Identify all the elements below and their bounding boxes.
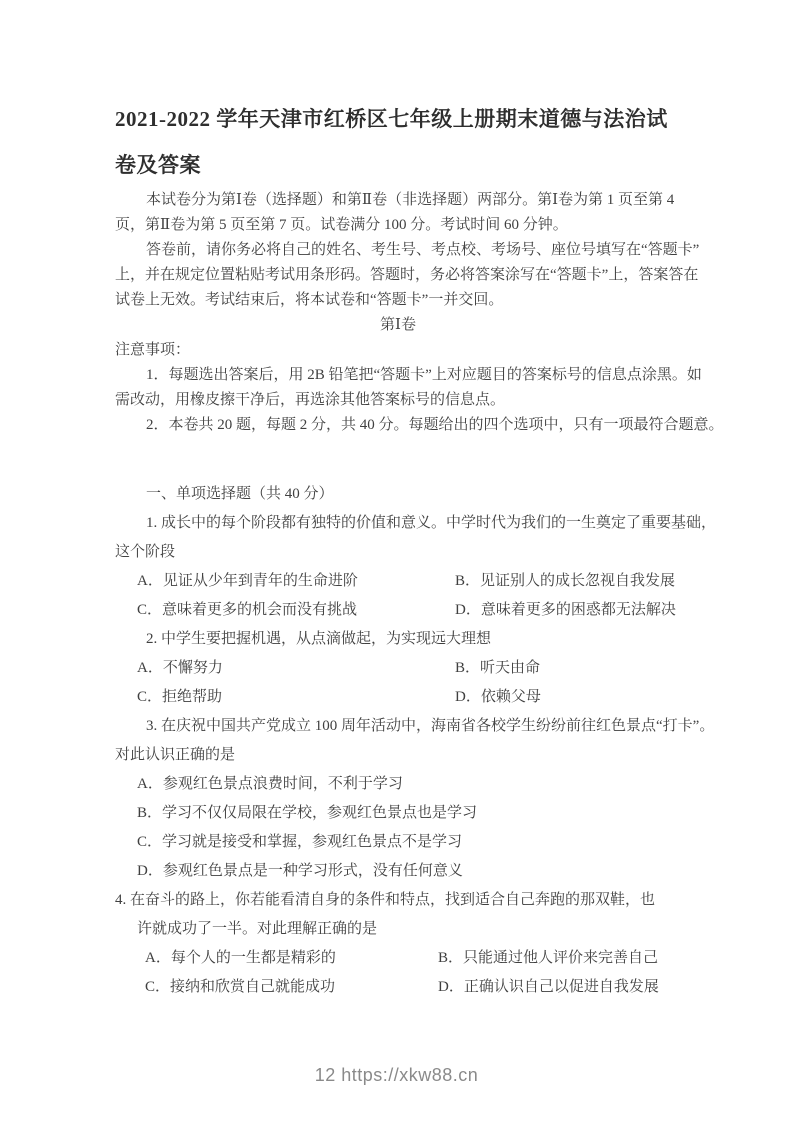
question-1-stem-line-2: 这个阶段 — [115, 544, 176, 560]
question-3-option-a: A．参观红色景点浪费时间，不利于学习 — [137, 776, 403, 792]
question-4 — [115, 886, 681, 1002]
question-2-option-a: A．不懈努力 — [137, 660, 223, 676]
question-4-option-c: C．接纳和欣赏自己就能成功 — [145, 979, 336, 995]
question-4-options-row-cd — [115, 973, 681, 1002]
blank-line-spacer — [115, 438, 681, 480]
notice-item-2: 2．本卷共 20 题，每题 2 分，共 40 分。每题给出的四个选项中，只有一项最符合题意。 — [146, 417, 724, 433]
part1-heading: 第Ⅰ卷 — [380, 317, 416, 333]
question-1-stem-line-1: 1. 成长中的每个阶段都有独特的价值和意义。中学时代为我们的一生奠定了重要基础， — [146, 515, 717, 531]
question-4-options-row-ab — [115, 944, 681, 973]
question-3-option-c: C．学习就是接受和掌握，参观红色景点不是学习 — [137, 834, 463, 850]
page-footer — [0, 1063, 793, 1087]
question-2-options-row-cd — [115, 683, 681, 712]
question-4-option-d: D．正确认识自己以促进自我发展 — [438, 979, 659, 995]
notice-item-1 — [115, 363, 702, 413]
notice-heading: 注意事项： — [115, 342, 191, 358]
question-1-options-row-cd — [115, 596, 681, 625]
document-title-line-1: 2021-2022 学年天津市红桥区七年级上册期末道德与法治试 — [115, 107, 668, 131]
intro-paragraph-2 — [115, 238, 700, 313]
question-2-stem: 2. 中学生要把握机遇，从点滴做起，为实现远大理想 — [146, 631, 492, 647]
question-4-option-a: A．每个人的一生都是精彩的 — [145, 950, 336, 966]
intro-p2-line-1: 答卷前，请你务必将自己的姓名、考生号、考点校、考场号、座位号填写在“答题卡” — [146, 242, 700, 258]
intro-p1-line-1: 本试卷分为第Ⅰ卷（选择题）和第Ⅱ卷（非选择题）两部分。第Ⅰ卷为第 1 页至第 4 — [146, 192, 675, 208]
question-3 — [115, 712, 715, 886]
document-content — [115, 96, 724, 1002]
question-2-option-d: D．依赖父母 — [455, 689, 541, 705]
question-4-option-b: B．只能通过他人评价来完善自己 — [438, 950, 659, 966]
intro-p1-line-2: 页，第Ⅱ卷为第 5 页至第 7 页。试卷满分 100 分。考试时间 60 分钟。 — [115, 217, 568, 233]
footer-watermark-text: 12 https://xkw88.cn — [314, 1065, 479, 1085]
document-title — [115, 96, 681, 188]
question-1-option-b: B．见证别人的成长忽视自我发展 — [455, 573, 676, 589]
notice-item1-line-2: 需改动，用橡皮擦干净后，再选涂其他答案标号的信息点。 — [115, 392, 506, 408]
question-3-option-d: D．参观红色景点是一种学习形式，没有任何意义 — [137, 863, 463, 879]
question-2-option-b: B．听天由命 — [455, 660, 541, 676]
notice-item1-line-1: 1．每题选出答案后，用 2B 铅笔把“答题卡”上对应题目的答案标号的信息点涂黑。如 — [146, 367, 702, 383]
question-4-stem-line-1: 4. 在奋斗的路上，你若能看清自身的条件和特点，找到适合自己奔跑的那双鞋，也 — [115, 892, 656, 908]
question-3-stem-line-2: 对此认识正确的是 — [115, 747, 236, 763]
question-4-stem-line-2: 许就成功了一半。对此理解正确的是 — [137, 921, 378, 937]
question-1-option-d: D．意味着更多的困惑都无法解决 — [455, 602, 676, 618]
document-title-line-2: 卷及答案 — [115, 153, 201, 177]
question-2-options-row-ab — [115, 654, 681, 683]
section1-heading: 一、单项选择题（共 40 分） — [146, 486, 334, 502]
question-3-stem-line-1: 3. 在庆祝中国共产党成立 100 周年活动中，海南省各校学生纷纷前往红色景点“打卡”。 — [146, 718, 715, 734]
question-1 — [115, 509, 717, 625]
intro-p2-line-2: 上，并在规定位置粘贴考试用条形码。答题时，务必将答案涂写在“答题卡”上，答案答在 — [115, 267, 699, 283]
intro-p2-line-3: 试卷上无效。考试结束后，将本试卷和“答题卡”一并交回。 — [115, 292, 504, 308]
question-2-option-c: C．拒绝帮助 — [137, 689, 223, 705]
question-1-option-c: C．意味着更多的机会而没有挑战 — [137, 602, 358, 618]
question-1-options-row-ab — [115, 567, 681, 596]
question-3-option-b: B．学习不仅仅局限在学校，参观红色景点也是学习 — [137, 805, 478, 821]
question-1-option-a: A．见证从少年到青年的生命进阶 — [137, 573, 358, 589]
intro-paragraph-1 — [115, 188, 681, 238]
question-2 — [115, 625, 681, 712]
